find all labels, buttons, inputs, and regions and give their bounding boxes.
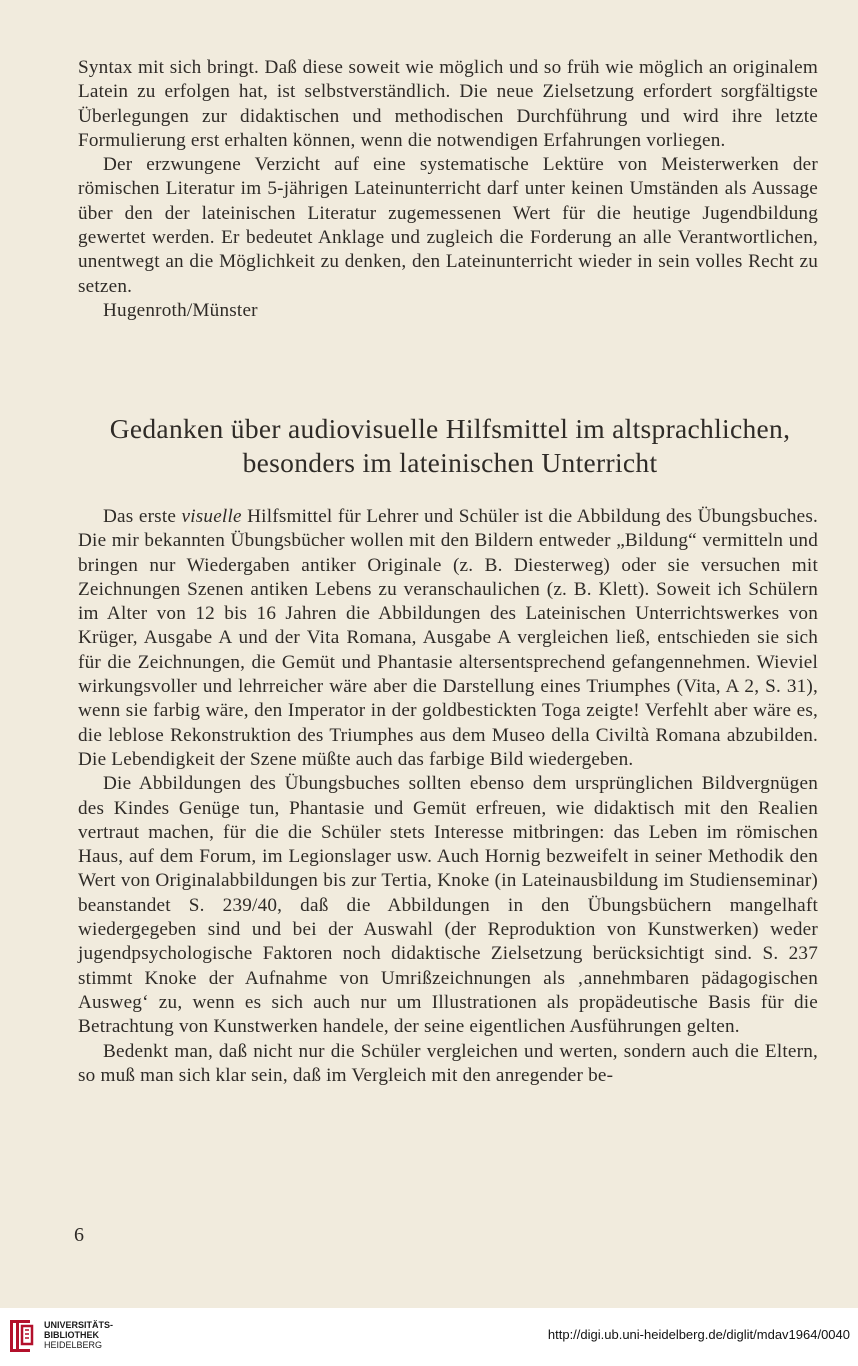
university-library-logo: [8, 1314, 38, 1358]
library-name-line-3: HEIDELBERG: [44, 1340, 103, 1350]
paragraph-3-start: Das erste: [103, 506, 182, 527]
paragraph-1: Syntax mit sich bringt. Daß diese soweit wie möglich und so früh wie möglich an originalem Latein zu erfolgen hat, ist selbstverständlich. Die neue Zielsetzung erfordert sorgfältigste Überlegungen zur didaktischen und methodischen Durchführung und wird ihre letzte Formulierung erst erhalten können, wenn die notwendigen Erfahrungen vorliegen.: [78, 57, 818, 151]
paragraph-3-italic: visuelle: [181, 506, 242, 527]
heading-line-1: Gedanken über audiovisuelle Hilfsmittel im altsprachlichen,: [109, 413, 791, 444]
footer-bar: [0, 1308, 858, 1366]
source-url[interactable]: http://digi.ub.uni-heidelberg.de/diglit/mdav1964/0040: [547, 1327, 850, 1342]
paragraph-2: Der erzwungene Verzicht auf eine systematische Lektüre von Meisterwerken der römischen Literatur im 5-jährigen Lateinunterricht darf unter keinen Umständen als Aussage über den der lateinischen Literatur zugemessenen Wert für die heutige Jugendbildung gewertet werden. Er bedeutet Anklage und zugleich die Forderung an alle Verantwortlichen, unentwegt an die Möglichkeit zu denken, den Lateinunterricht wieder in sein volles Recht zu setzen.: [78, 154, 818, 297]
paragraph-3-rest: Hilfsmittel für Lehrer und Schüler ist die Abbildung des Übungsbuches. Die mir bekannten Übungsbücher wollen mit den Bildern entweder „Bildung“ vermitteln und bringen nur Wiedergaben antiker Originale (z. B. Diesterweg) oder sie versuchen mit Zeichnungen Szenen antiken Lebens zu veranschaulichen (z. B. Klett). Soweit ich Schülern im Alter von 12 bis 16 Jahren die Abbildungen des Lateinischen Unterrichtswerkes von Krüger, Ausgabe A und der Vita Romana, Ausgabe A vergleichen ließ, entschieden sie sich für die Zeichnungen, die Gemüt und Phantasie altersentsprechend gefangennehmen. Wieviel wirkungsvoller und lehrreicher wäre aber die Darstellung eines Triumphes (Vita, A 2, S. 31), wenn sie farbig wäre, den Imperator in der goldbestickten Toga zeigte! Verfehlt aber wäre es, die leblose Rekonstruktion des Triumphes aus dem Museo della Civiltà Romana abzubilden. Die Lebendigkeit der Szene müßte auch das farbige Bild wiedergeben.: [78, 506, 819, 770]
paragraph-3: [78, 505, 818, 772]
library-name-line-2: BIBLIOTHEK: [44, 1330, 99, 1340]
library-name-line-1: UNIVERSITÄTS-: [44, 1320, 114, 1330]
page-number: 6: [74, 1224, 84, 1246]
body-text-block: [78, 505, 818, 1088]
paragraph-5: Bedenkt man, daß nicht nur die Schüler vergleichen und werten, sondern auch die Eltern, so muß man sich klar sein, daß im Vergleich mit den anregender be-: [78, 1040, 818, 1086]
author-signature: Hugenroth/Münster: [103, 299, 258, 321]
paragraph-4: Die Abbildungen des Übungsbuches sollten ebenso dem ursprünglichen Bildvergnügen des Kindes Genüge tun, Phantasie und Gemüt erfreuen, wie didaktisch mit den Realien vertraut machen, für die die Schüler stets Interesse mitbringen: das Leben im römischen Haus, auf dem Forum, im Legionslager usw. Auch Hornig bezweifelt in seiner Methodik den Wert von Originalabbildungen bis zur Tertia, Knoke (in Lateinausbildung im Studienseminar) beanstandet S. 239/40, daß die Abbildungen in den Übungsbüchern mangelhaft wiedergegeben sind und bei der Auswahl (der Reproduktion von Kunstwerken) weder jugendpsychologische Faktoren noch didaktische Zielsetzung berücksichtigt sind. S. 237 stimmt Knoke der Aufnahme von Umrißzeichnungen als ‚annehmbaren pädagogischen Ausweg‘ zu, wenn es sich auch nur um Illustrationen als propädeutische Basis für die Betrachtung von Kunstwerken handele, der seine eigentlichen Ausführungen gelten.: [78, 773, 818, 1038]
heading-line-2: besonders im lateinischen Unterricht: [242, 447, 658, 478]
library-name: [44, 1320, 113, 1350]
article-heading: [60, 412, 840, 480]
top-text-block: [78, 56, 818, 323]
